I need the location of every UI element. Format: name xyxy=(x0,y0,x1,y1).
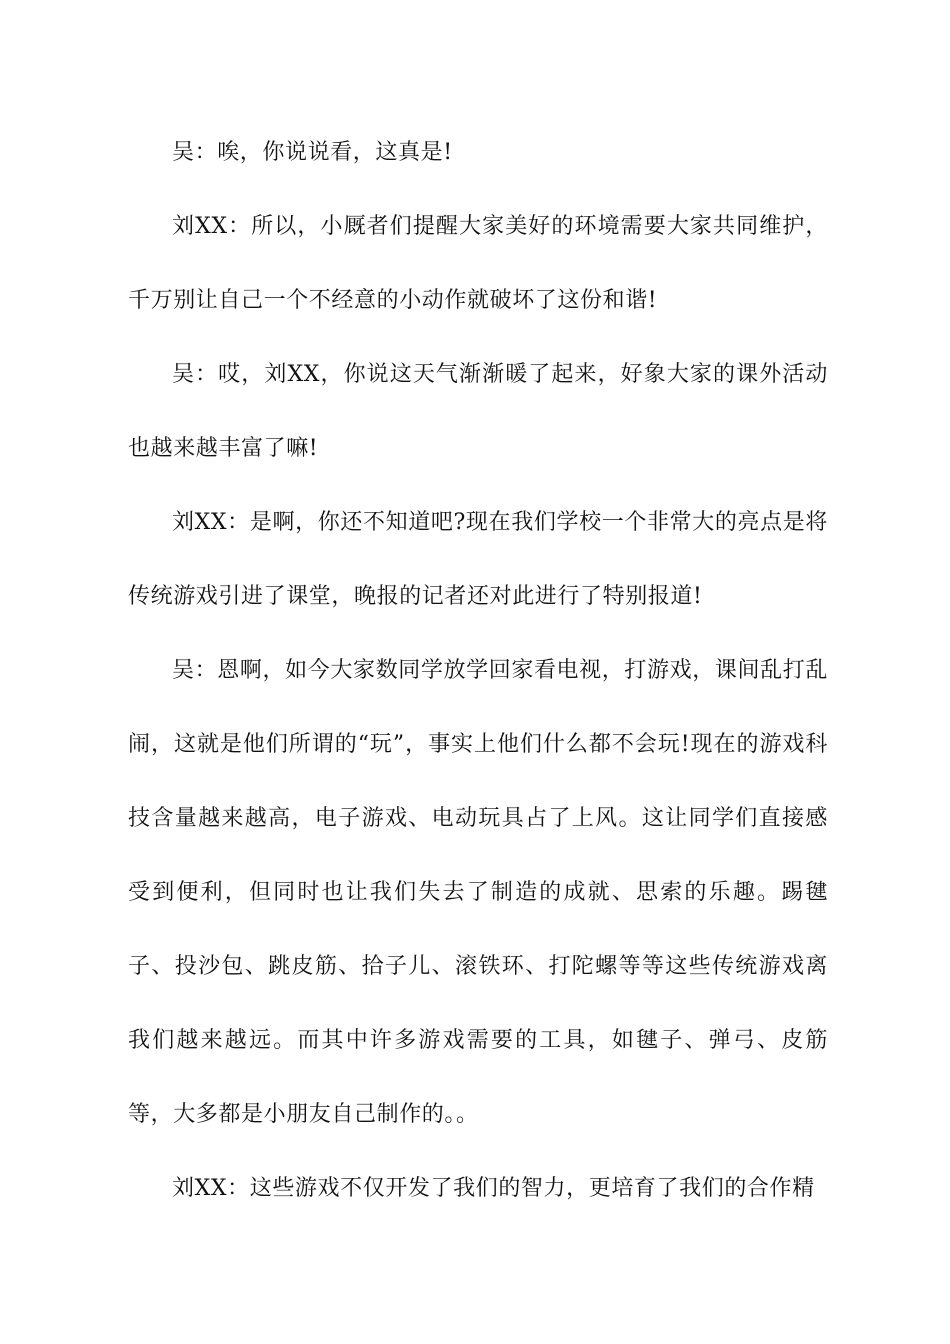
paragraph-3: 吴：哎，刘XX，你说这天气渐渐暖了起来，好象大家的课外活动也越来越丰富了嘛! xyxy=(128,362,828,461)
paragraph-4: 刘XX：是啊，你还不知道吧?现在我们学校一个非常大的亮点是将传统游戏引进了课堂，晚报的记者还对此进行了特别报道! xyxy=(128,510,828,609)
paragraph-6: 刘XX：这些游戏不仅开发了我们的智力，更培育了我们的合作精 xyxy=(172,1176,815,1201)
paragraph-2: 刘XX：所以，小厩者们提醒大家美好的环境需要大家共同维护，千万别让自己一个不经意的小动作就破坏了这份和谐! xyxy=(128,214,828,313)
document-body xyxy=(128,116,828,1226)
paragraph-5: 吴：恩啊，如今大家数同学放学回家看电视，打游戏，课间乱打乱闹，这就是他们所谓的“玩”，事实上他们什么都不会玩!现在的游戏科技含量越来越高，电子游戏、电动玩具占了上风。这让同学们直接感受到便利，但同时也让我们失去了制造的成就、思索的乐趣。踢毽子、投沙包、跳皮筋、拾子儿、滚铁环、打陀螺等等这些传统游戏离我们越来越远。而其中许多游戏需要的工具，如毽子、弹弓、皮筋等，大多都是小朋友自己制作的。。 xyxy=(128,658,828,1127)
paragraph-1: 吴：唉，你说说看，这真是! xyxy=(172,140,453,165)
